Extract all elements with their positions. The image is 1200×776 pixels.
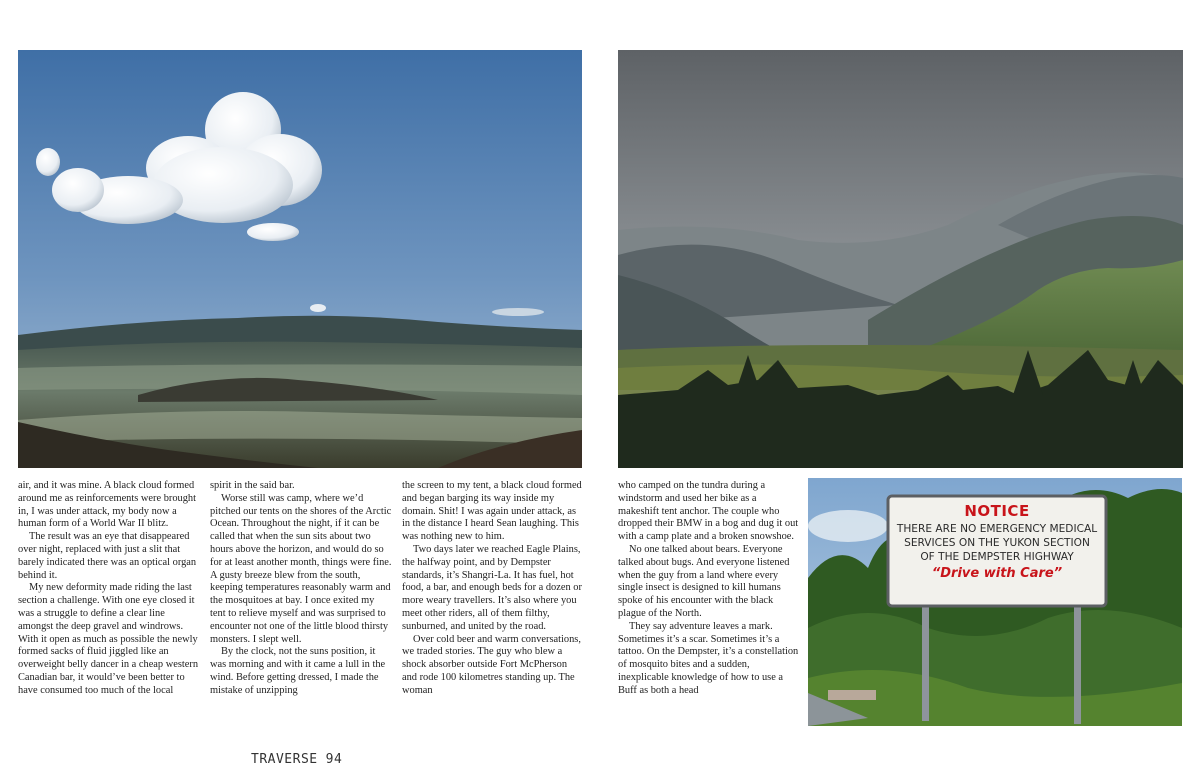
text-column-3 [402,480,584,725]
paragraph: By the clock, not the suns position, it was morning and with it came a lull in the wind. Before getting dressed, I made the mistake of unzipping [210,646,386,696]
page-folio [251,752,350,767]
paragraph: who camped on the tundra during a windstorm and used her bike as a makeshift tent anchor. The couple who dropped their BMW in a bog and dug it out with a camp plate and a broken snowshoe. [618,480,799,543]
text-column-2 [210,480,392,725]
sign-line-1: THERE ARE NO EMERGENCY MEDICAL [896,523,1098,535]
photo-tundra-cloud [18,50,582,468]
paragraph: Two days later we reached Eagle Plains, the halfway point, and by Dempster standards, it’s Shangri-La. It has fuel, hot food, a bar, and enough beds for a dozen or more weary travellers. It’s also where you meet other riders, all of them filthy, sunburned, and united by the road. [402,543,582,632]
paragraph: No one talked about bears. Everyone talked about bugs. And everyone listened when the guy from a land where every single insect is designed to kill humans spoke of his encounter with the black plague of the North. [618,543,790,619]
paragraph: My new deformity made riding the last section a challenge. With one eye closed it was a struggle to define a clear line amongst the deep gravel and windrows. With it open as much as possible the newly formed sacks of fluid jiggled like an overweight belly dancer in a cheap western Canadian bar, it would’ve been better to have consumed too much of the local [18,582,199,696]
sign-line-3: OF THE DEMPSTER HIGHWAY [920,551,1074,563]
text-column-4 [618,480,800,725]
text-column-1 [18,480,200,725]
page-number: 94 [325,752,343,767]
paragraph: air, and it was mine. A black cloud formed around me as reinforcements were brought in, I was under attack, my body now a human form of a World War II blitz. [18,480,197,530]
photo-notice-sign [808,478,1182,726]
magazine-name: TRAVERSE [251,752,318,767]
tundra-cloud-image [18,50,582,468]
mountain-valley-image [618,50,1183,468]
sign-heading: NOTICE [964,502,1030,520]
paragraph: Worse still was camp, where we’d pitched our tents on the shores of the Arctic Ocean. Throughout the night, if it can be called that when the sun sits about two hours above the horizon, and would do so for at least another month, things were fine. A gusty breeze blew from the south, keeping temperatures reasonably warm and the mosquitoes at bay. I once exited my tent to relieve myself and was surprised to encounter not one of the little blood thirsty monsters. I slept well. [210,492,392,645]
paragraph: They say adventure leaves a mark. Sometimes it’s a scar. Sometimes it’s a tattoo. On the Dempster, it’s a constellation of mosquito bites and a sudden, inexplicable knowledge of how to use a Buff as both a head [618,620,799,696]
photo-mountain-valley [618,50,1183,468]
paragraph: the screen to my tent, a black cloud formed and began barging its way inside my domain. Shit! I was again under attack, as in the distance I heard Sean laughing. This was nothing new to him. [402,480,582,543]
sign-line-4: “Drive with Care” [931,566,1063,581]
paragraph: spirit in the said bar. [210,480,295,491]
paragraph: Over cold beer and warm conversations, we traded stories. The guy who blew a shock absorber outside Fort McPherson and rode 100 kilometres standing up. The woman [402,633,581,696]
paragraph: The result was an eye that disappeared over night, replaced with just a slit that barely indicated there was an optical organ behind it. [18,531,197,581]
sign-line-2: SERVICES ON THE YUKON SECTION [904,537,1090,549]
sign-text [890,502,1104,582]
